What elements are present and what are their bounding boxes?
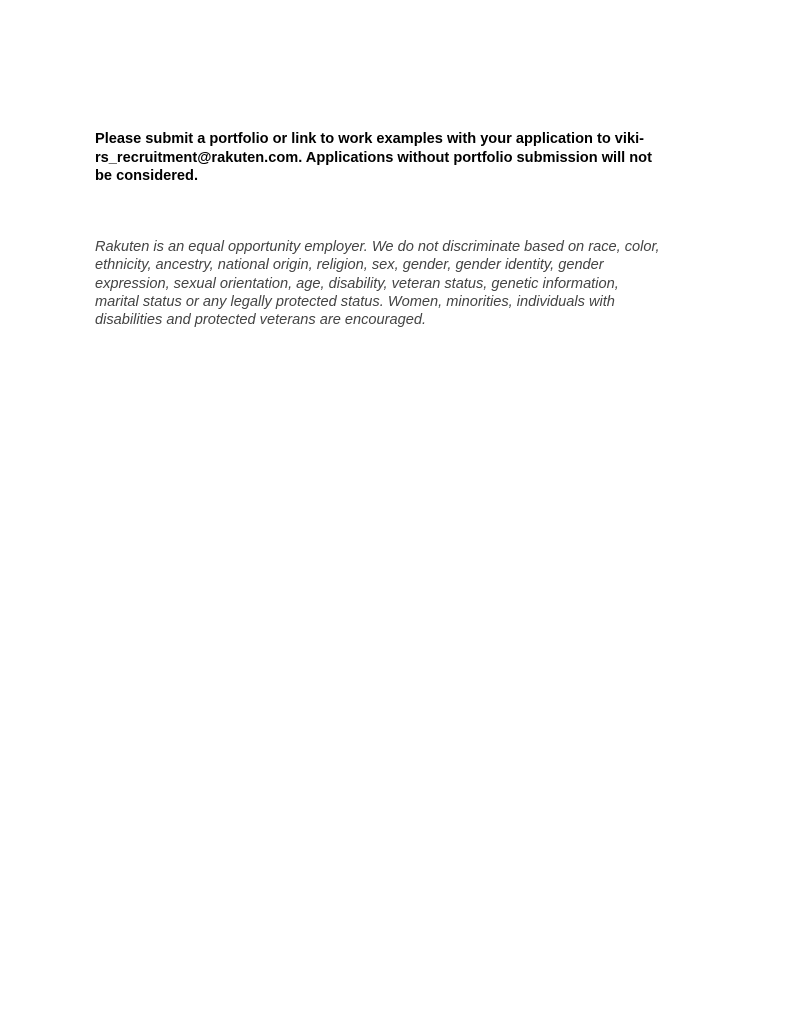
portfolio-notice: Please submit a portfolio or link to work examples with your application to viki- rs_recruitment@rakuten.com. Applications without portfolio submission will not be considered. — [95, 131, 652, 184]
equal-opportunity-statement: Rakuten is an equal opportunity employer. We do not discriminate based on race, color, ethnicity, ancestry, national origin, religion, sex, gender, gender identity, gender expression, sexual orientation, age, disability, veteran status, genetic information, marital status or any legally protected status. Women, minorities, individuals with disabilities and protected veterans are encouraged. — [95, 239, 660, 329]
